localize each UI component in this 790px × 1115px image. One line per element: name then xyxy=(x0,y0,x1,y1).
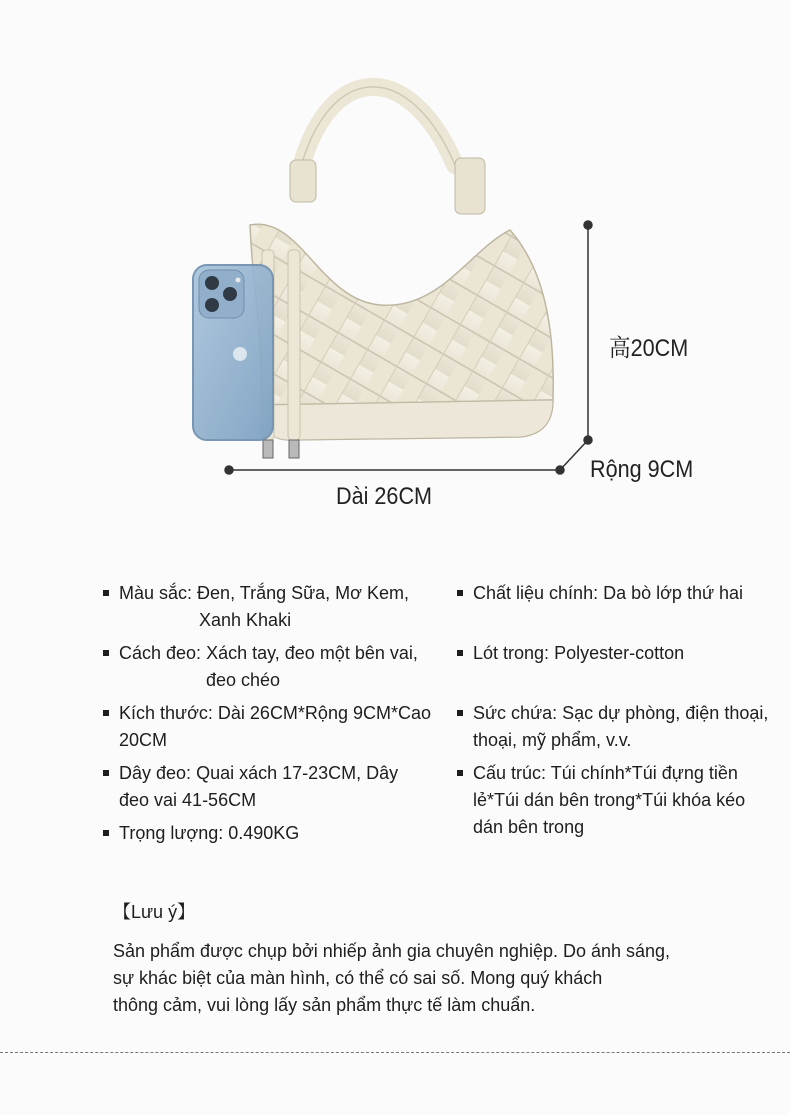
spec-material: Chất liệu chính: Da bò lớp thứ hai xyxy=(457,580,777,607)
spec-weight: Trọng lượng: 0.490KG xyxy=(103,820,448,847)
length-label: Dài 26CM xyxy=(336,483,433,510)
note-title: 【Lưu ý】 xyxy=(113,902,196,922)
note-section xyxy=(113,898,733,1019)
spec-column-left xyxy=(103,580,448,853)
bag-handle xyxy=(290,87,485,214)
spec-strap: Dây đeo: Quai xách 17-23CM, Dây đeo vai 41-56CM xyxy=(103,760,448,814)
dashed-divider xyxy=(0,1052,790,1053)
height-label: 高20CM xyxy=(609,335,689,362)
spec-lining: Lót trong: Polyester-cotton xyxy=(457,640,777,667)
spec-capacity: Sức chứa: Sạc dự phòng, điện thoại, thoại, mỹ phẩm, v.v. xyxy=(457,700,777,754)
spec-color: Màu sắc: Đen, Trắng Sữa, Mơ Kem, Xanh Khaki xyxy=(103,580,448,634)
spec-structure: Cấu trúc: Túi chính*Túi đựng tiền lẻ*Túi dán bên trong*Túi khóa kéo dán bên trong xyxy=(457,760,777,841)
spec-size: Kích thước: Dài 26CM*Rộng 9CM*Cao 20CM xyxy=(103,700,448,754)
width-label: Rộng 9CM xyxy=(590,456,694,483)
spec-column-right xyxy=(457,580,777,847)
note-body: Sản phẩm được chụp bởi nhiếp ảnh gia chuyên nghiệp. Do ánh sáng, sự khác biệt của màn hình, có thể có sai số. Mong quý khách thông cảm, vui lòng lấy sản phẩm thực tế làm chuẩn. xyxy=(113,941,671,1015)
product-hero xyxy=(0,0,790,540)
phone-for-scale xyxy=(193,265,273,440)
spec-carry-style: Cách đeo: Xách tay, đeo một bên vai, đeo chéo xyxy=(103,640,448,694)
bag-body xyxy=(250,224,553,458)
